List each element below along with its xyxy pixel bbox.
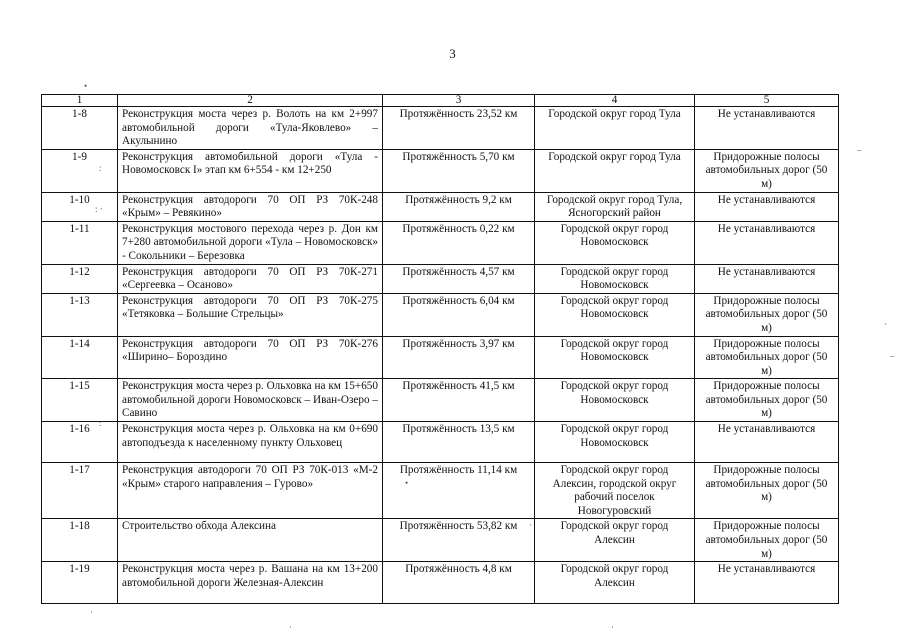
row-number: 1-8 [42,107,118,150]
header-cell: 3 [383,95,535,107]
project-location: Городской округ город Тула [535,149,695,192]
restriction-zone: Придорожные полосы автомобильных дорог (50 м) [695,379,839,422]
table-row [42,149,839,192]
restriction-zone: Не устанавливаются [695,422,839,463]
scan-speck: · [529,520,532,530]
scan-speck: · [289,622,292,632]
restriction-zone: Не устанавливаются [695,221,839,264]
project-location: Городской округ город Новомосковск [535,422,695,463]
restriction-zone: Придорожные полосы автомобильных дорог (50 м) [695,336,839,379]
project-name: Реконструкция автодороги 70 ОП РЗ 70К-013 «М-2 «Крым» старого направления – Гурово» [118,463,383,519]
project-extent: Протяжённость 23,52 км [383,107,535,150]
scan-speck: • [405,478,409,488]
project-extent: Протяжённость 4,8 км [383,562,535,604]
table-row [42,293,839,336]
row-number: 1-19 [42,562,118,604]
project-extent: Протяжённость 0,22 км [383,221,535,264]
project-name: Реконструкция мостового перехода через р. Дон км 7+280 автомобильной дороги «Тула – Новомосковск» - Сокольники – Березовка [118,221,383,264]
projects-table [41,94,839,604]
project-name: Реконструкция моста через р. Ольховка на км 0+690 автоподъезда к населенному пункту Ольховец [118,422,383,463]
restriction-zone: Не устанавливаются [695,562,839,604]
row-number: 1-11 [42,221,118,264]
project-extent: Протяжённость 9,2 км [383,192,535,221]
project-location: Городской округ город Алексин, городской округ рабочий поселок Новогуровский [535,463,695,519]
project-extent: Протяжённость 5,70 км [383,149,535,192]
header-cell: 5 [695,95,839,107]
header-cell: 1 [42,95,118,107]
table-row [42,562,839,604]
row-number: 1-9 [42,149,118,192]
project-location: Городской округ город Алексин [535,519,695,562]
project-location: Городской округ город Новомосковск [535,221,695,264]
scan-speck: : ⋅ [95,204,103,214]
table-row [42,107,839,150]
table-row [42,463,839,519]
scan-speck: – [890,351,895,361]
scan-speck: : [99,163,102,173]
project-location: Городской округ город Новомосковск [535,379,695,422]
scan-speck: · [611,622,614,632]
restriction-zone: Не устанавливаются [695,192,839,221]
row-number: 1-10 [42,192,118,221]
project-name: Реконструкция автомобильной дороги «Тула - Новомосковск I» этап км 6+554 - км 12+250 [118,149,383,192]
scan-speck: – [857,145,862,155]
project-extent: Протяжённость 41,5 км [383,379,535,422]
table-row [42,519,839,562]
row-number: 1-15 [42,379,118,422]
header-cell: 4 [535,95,695,107]
project-extent: Протяжённость 11,14 км [383,463,535,519]
restriction-zone: Придорожные полосы автомобильных дорог (50 м) [695,463,839,519]
table-row [42,422,839,463]
project-location: Городской округ город Тула, Ясногорский район [535,192,695,221]
project-location: Городской округ город Тула [535,107,695,150]
project-name: Реконструкция автодороги 70 ОП РЗ 70К-271 «Сергеевка – Осаново» [118,264,383,293]
project-extent: Протяжённость 4,57 км [383,264,535,293]
project-extent: Протяжённость 6,04 км [383,293,535,336]
row-number: 1-12 [42,264,118,293]
restriction-zone: Не устанавливаются [695,264,839,293]
table-row [42,192,839,221]
header-cell: 2 [118,95,383,107]
row-number: 1-14 [42,336,118,379]
project-name: Реконструкция автодороги 70 ОП РЗ 70К-248 «Крым» – Ревякино» [118,192,383,221]
project-name: Реконструкция моста через р. Вашана на км 13+200 автомобильной дороги Железная-Алексин [118,562,383,604]
row-number: 1-18 [42,519,118,562]
table-header-row [42,95,839,107]
project-name: Реконструкция автодороги 70 ОП РЗ 70К-275 «Тетяковка – Большие Стрельцы» [118,293,383,336]
restriction-zone: Придорожные полосы автомобильных дорог (50 м) [695,519,839,562]
scan-speck: : [99,418,102,428]
page-number: 3 [449,46,456,61]
scan-speck: ˋ [884,322,887,332]
row-number: 1-17 [42,463,118,519]
project-name: Строительство обхода Алексина [118,519,383,562]
project-extent: Протяжённость 3,97 км [383,336,535,379]
project-location: Городской округ город Алексин [535,562,695,604]
scan-speck: · [90,607,93,617]
table-row [42,221,839,264]
table-row [42,264,839,293]
project-name: Реконструкция моста через р. Ольховка на км 15+650 автомобильной дороги Новомосковск – Иван-Озеро – Савино [118,379,383,422]
table-row [42,379,839,422]
project-location: Городской округ город Новомосковск [535,264,695,293]
scan-speck: • [84,81,88,91]
project-name: Реконструкция автодороги 70 ОП РЗ 70К-276 «Ширино– Бороздино [118,336,383,379]
project-name: Реконструкция моста через р. Волоть на км 2+997 автомобильной дороги «Тула-Яковлево» – Акулынино [118,107,383,150]
project-location: Городской округ город Новомосковск [535,336,695,379]
row-number: 1-13 [42,293,118,336]
restriction-zone: Придорожные полосы автомобильных дорог (50 м) [695,149,839,192]
project-location: Городской округ город Новомосковск [535,293,695,336]
project-extent: Протяжённость 13,5 км [383,422,535,463]
row-number: 1-16 [42,422,118,463]
restriction-zone: Придорожные полосы автомобильных дорог (50 м) [695,293,839,336]
project-extent: Протяжённость 53,82 км [383,519,535,562]
restriction-zone: Не устанавливаются [695,107,839,150]
table-row [42,336,839,379]
